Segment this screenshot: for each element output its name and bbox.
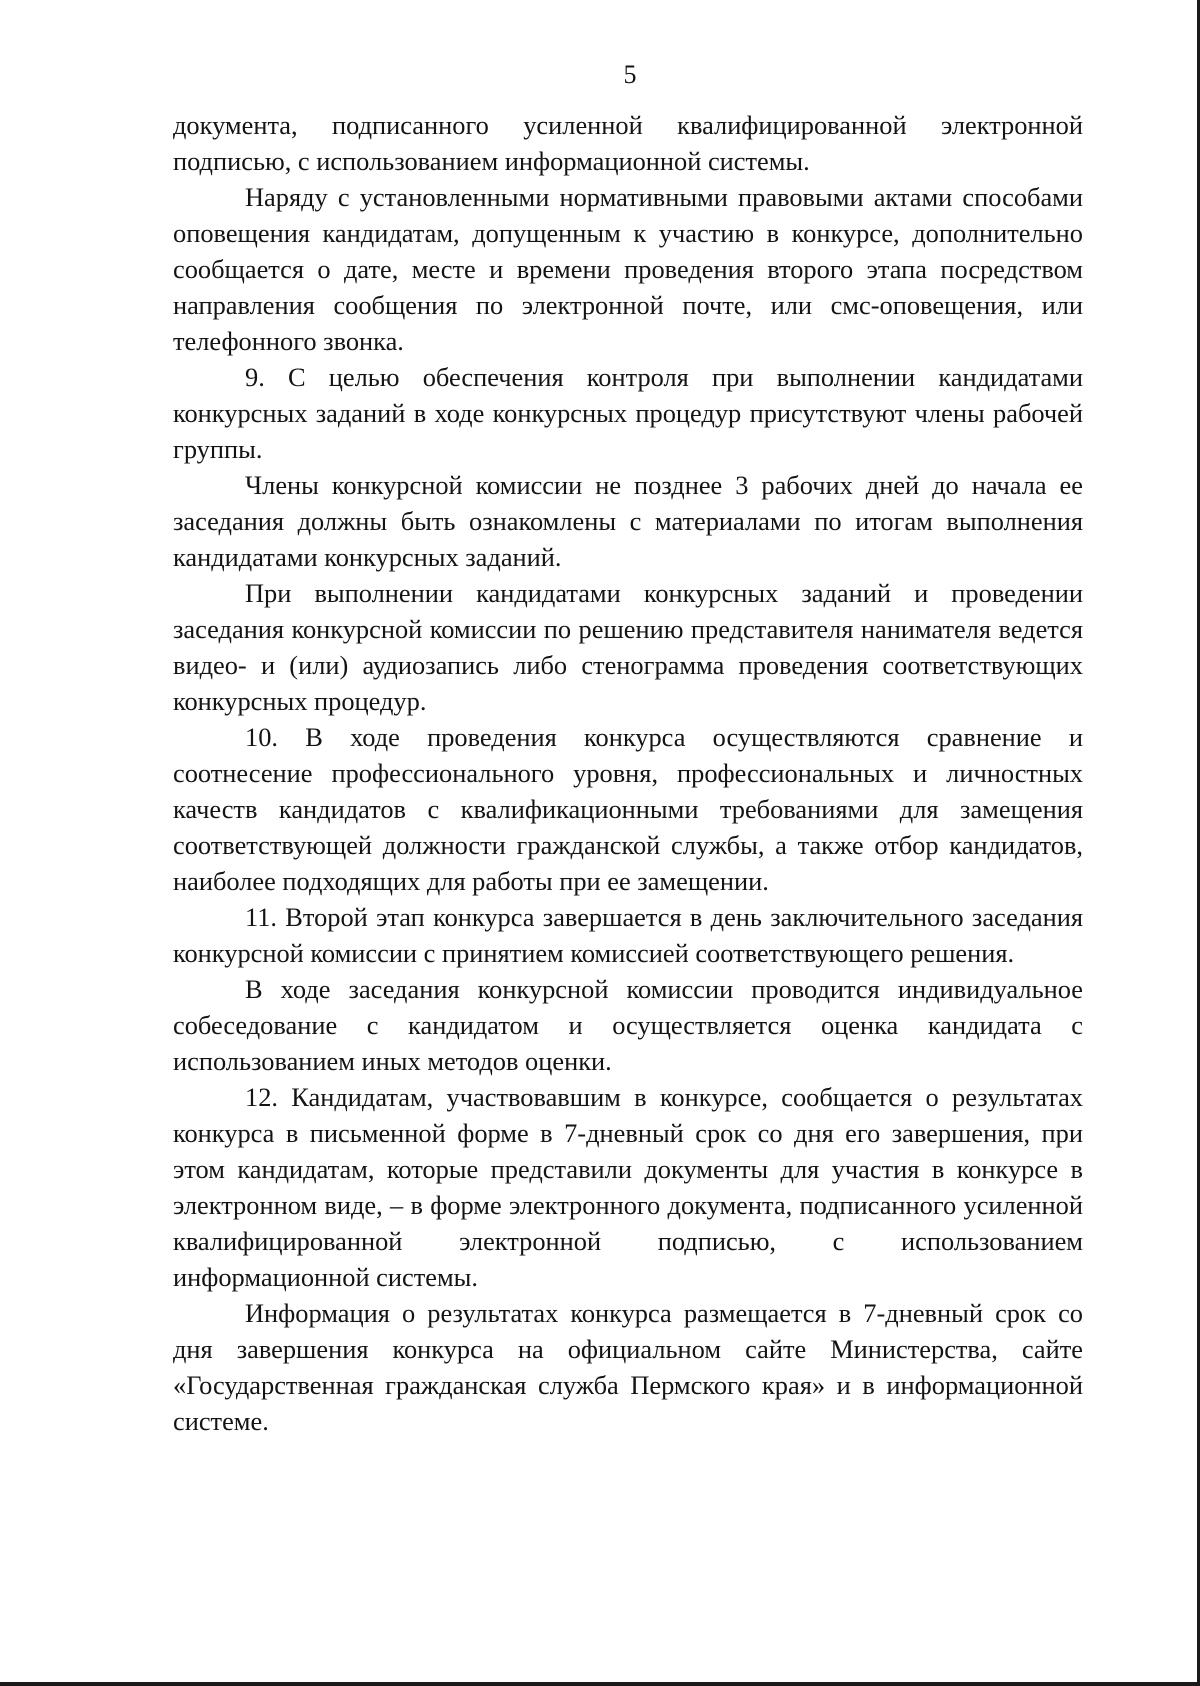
paragraph-results-publication: Информация о результатах конкурса размещается в 7-дневный срок со дня завершения конкурса на официальном сайте Министерства, сайте «Государственная гражданская служба Пермского края» и в информационной системе.	[173, 1298, 1083, 1436]
page-number: 5	[623, 60, 637, 89]
paragraph-continuation: документа, подписанного усиленной квалифицированной электронной подписью, с использованием информационной системы.	[173, 110, 1083, 176]
paragraph-notification-methods: Наряду с установленными нормативными правовыми актами способами оповещения кандидатам, допущенным к участию в конкурсе, дополнительно сообщается о дате, месте и времени проведения второго этапа посредством направления сообщения по электронной почте, или смс-оповещения, или телефонного звонка.	[173, 182, 1083, 356]
document-body	[173, 107, 1083, 1439]
paragraph-item-9: 9. С целью обеспечения контроля при выполнении кандидатами конкурсных заданий в ходе конкурсных процедур присутствуют члены рабочей группы.	[173, 362, 1083, 464]
paragraph-item-10: 10. В ходе проведения конкурса осуществляются сравнение и соотнесение профессионального уровня, профессиональных и личностных качеств кандидатов с квалификационными требованиями для замещения соответствующей должности гражданской службы, а также отбор кандидатов, наиболее подходящих для работы при ее замещении.	[173, 722, 1083, 896]
paragraph-interview: В ходе заседания конкурсной комиссии проводится индивидуальное собеседование с кандидатом и осуществляется оценка кандидата с использованием иных методов оценки.	[173, 974, 1083, 1076]
paragraph-item-11: 11. Второй этап конкурса завершается в день заключительного заседания конкурсной комиссии с принятием комиссией соответствующего решения.	[173, 902, 1083, 968]
paragraph-item-12: 12. Кандидатам, участвовавшим в конкурсе, сообщается о результатах конкурса в письменной форме в 7-дневный срок со дня его завершения, при этом кандидатам, которые представили документы для участия в конкурсе в электронном виде, – в форме электронного документа, подписанного усиленной квалифицированной электронной подписью, с использованием информационной системы.	[173, 1082, 1083, 1292]
paragraph-recording: При выполнении кандидатами конкурсных заданий и проведении заседания конкурсной комиссии по решению представителя нанимателя ведется видео- и (или) аудиозапись либо стенограмма проведения соответствующих конкурсных процедур.	[173, 578, 1083, 716]
paragraph-commission-members: Члены конкурсной комиссии не позднее 3 рабочих дней до начала ее заседания должны быть ознакомлены с материалами по итогам выполнения кандидатами конкурсных заданий.	[173, 470, 1083, 572]
